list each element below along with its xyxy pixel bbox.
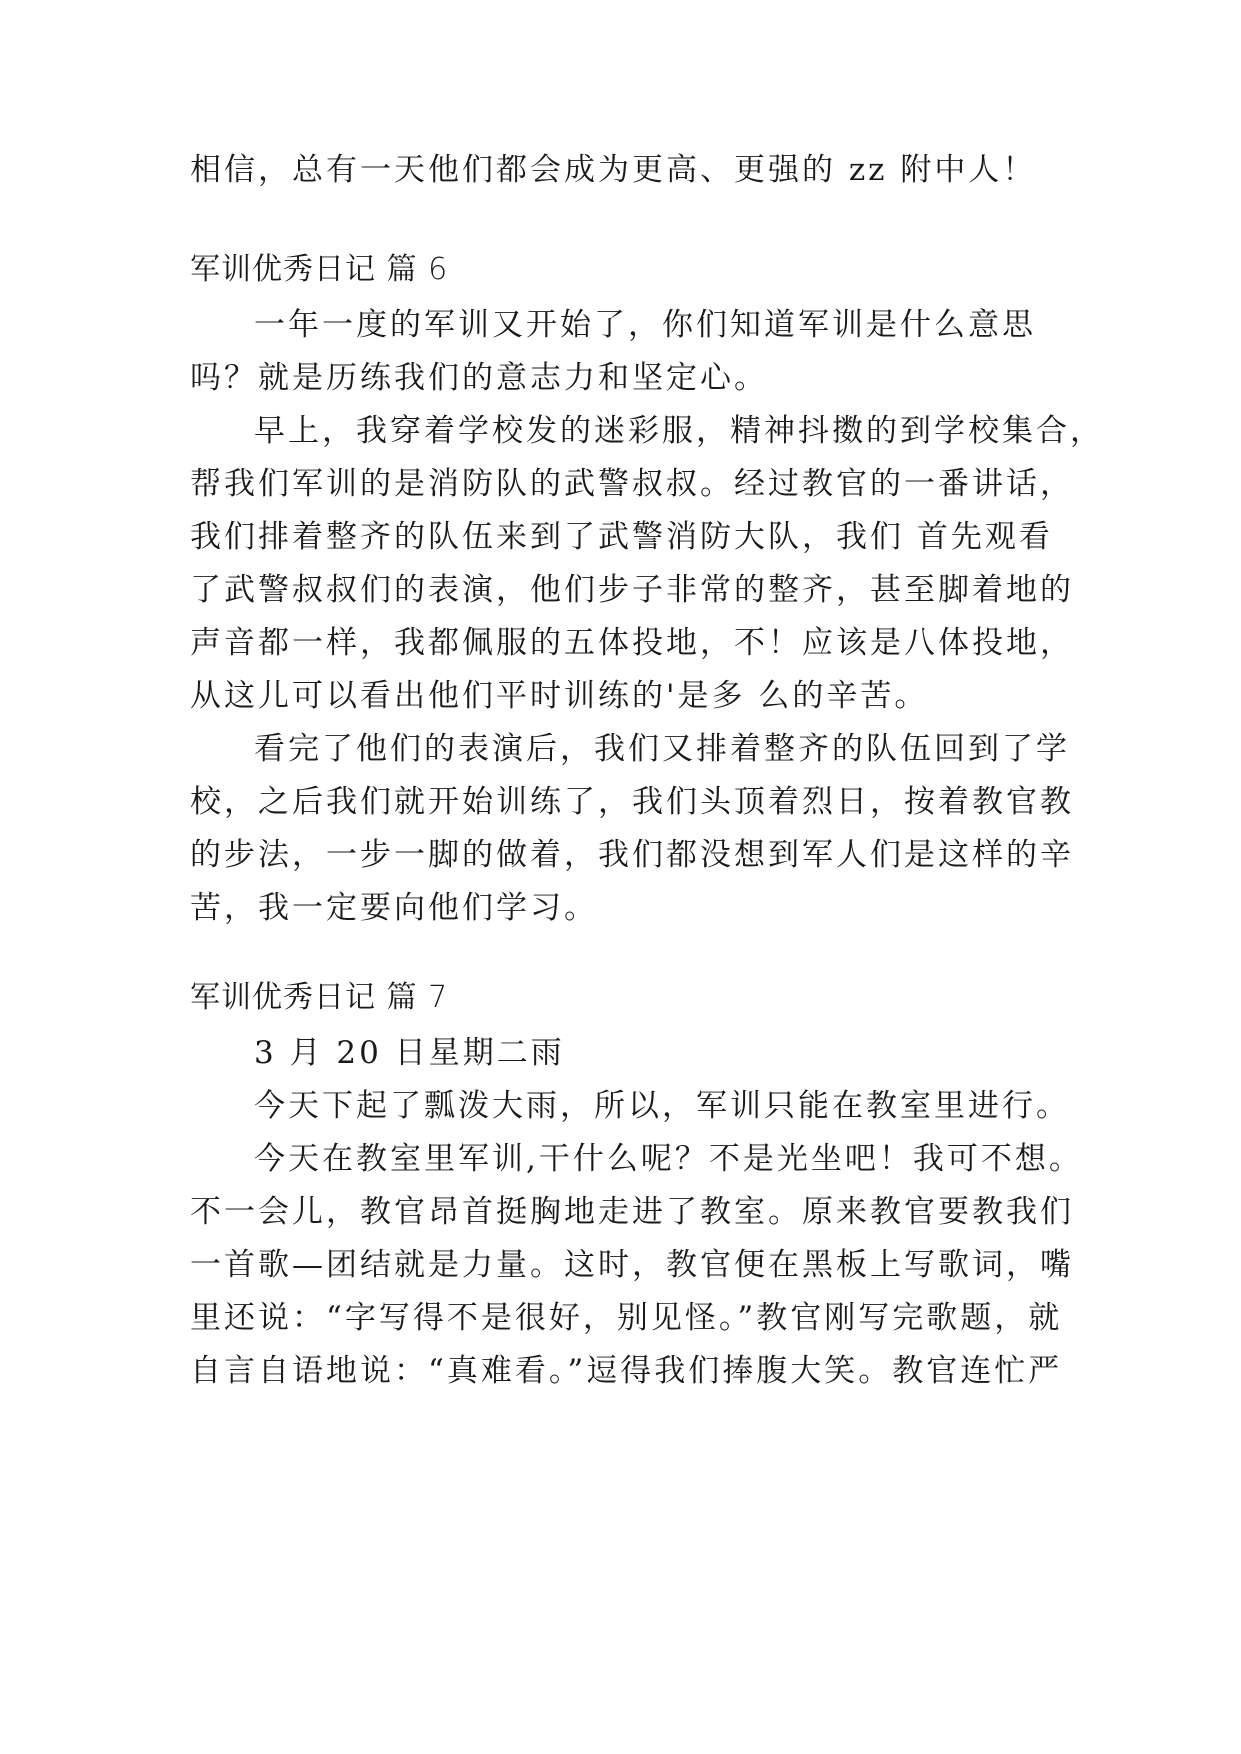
paragraph-line: 苦，我一定要向他们学习。 (190, 890, 598, 926)
paragraph-line: 自言自语地说：“真难看。”逗得我们捧腹大笑。教官连忙严 (190, 1353, 1063, 1389)
paragraph-line: 的步法，一步一脚的做着，我们都没想到军人们是这样的辛 (190, 837, 1074, 873)
paragraph-line: 不一会儿，教官昂首挺胸地走进了教室。原来教官要教我们 (190, 1194, 1074, 1230)
paragraph-line: 校，之后我们就开始训练了，我们头顶着烈日，按着教官教 (190, 784, 1074, 820)
paragraph-line: 从这儿可以看出他们平时训练的'是多 么的辛苦。 (190, 678, 929, 714)
paragraph-line: 声音都一样，我都佩服的五体投地，不！应该是八体投地， (190, 625, 1074, 661)
paragraph-line: 一首歌—团结就是力量。这时，教官便在黑板上写歌词，嘴 (190, 1247, 1074, 1283)
paragraph-line: 帮我们军训的是消防队的武警叔叔。经过教官的一番讲话， (190, 466, 1074, 502)
paragraph-line: 今天在教室里军训,干什么呢？不是光坐吧！我可不想。 (254, 1141, 1083, 1177)
section-heading-7: 军训优秀日记 篇 7 (190, 980, 449, 1015)
paragraph-line: 我们排着整齐的队伍来到了武警消防大队，我们 首先观看 (190, 519, 1053, 555)
paragraph-line: 吗？就是历练我们的意志力和坚定心。 (190, 360, 768, 396)
paragraph-line: 早上，我穿着学校发的迷彩服，精神抖擞的到学校集合， (254, 413, 1104, 449)
section-heading-6: 军训优秀日记 篇 6 (190, 252, 449, 287)
paragraph-line: 今天下起了瓢泼大雨，所以，军训只能在教室里进行。 (254, 1088, 1070, 1124)
paragraph-line: 里还说：“字写得不是很好，别见怪。”教官刚写完歌题，就 (190, 1300, 1063, 1336)
paragraph-line: 了武警叔叔们的表演，他们步子非常的整齐，甚至脚着地的 (190, 572, 1074, 608)
intro-line: 相信，总有一天他们都会成为更高、更强的 zz 附中人！ (190, 152, 1037, 188)
paragraph-line: 一年一度的军训又开始了，你们知道军训是什么意思 (254, 307, 1036, 343)
paragraph-line: 看完了他们的表演后，我们又排着整齐的队伍回到了学 (254, 731, 1070, 767)
paragraph-line: 3 月 20 日星期二雨 (254, 1035, 565, 1071)
